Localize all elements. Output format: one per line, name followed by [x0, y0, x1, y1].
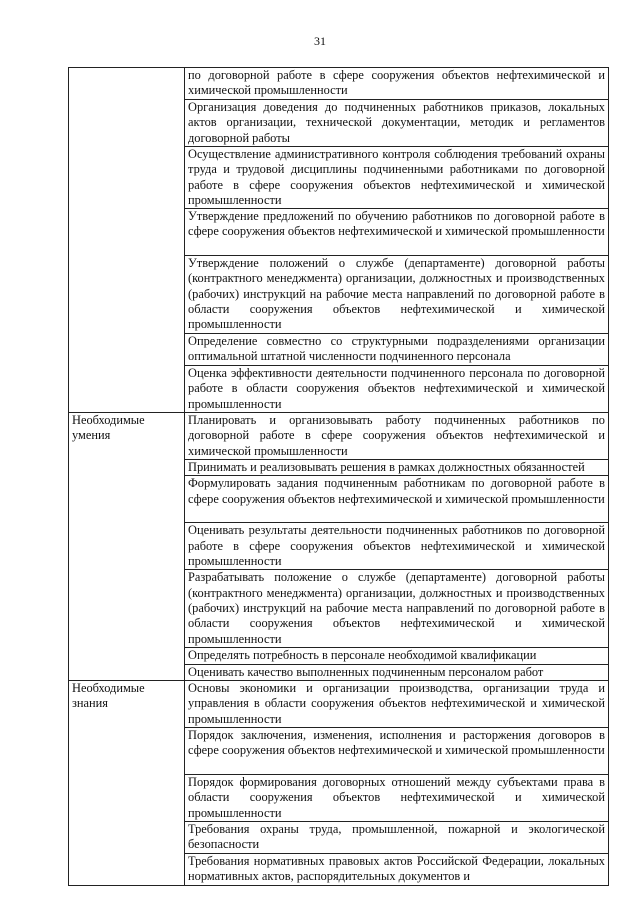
table-row	[69, 681, 609, 728]
table-cell: Определение совместно со структурными подразделениями организации оптимальной штатной численности подчиненного персонала	[185, 334, 609, 366]
table-cell: Требования охраны труда, промышленной, пожарной и экологической безопасности	[185, 822, 609, 854]
table-cell: Утверждение положений о службе (департаменте) договорной работы (контрактного менеджмента) организации, должностных и производственных (рабочих) инструкций на рабочие места направлений по договорной работе в области сооружения объектов нефтехимической и химической промышленности	[185, 256, 609, 334]
table-row	[69, 68, 609, 100]
table-cell: Оценивать качество выполненных подчиненным персоналом работ	[185, 664, 609, 680]
section-label-knowledge: Необходимые знания	[69, 681, 185, 886]
table-cell: Требования нормативных правовых актов Российской Федерации, локальных нормативных актов, распорядительных документов и	[185, 854, 609, 886]
table-cell: Порядок заключения, изменения, исполнения и расторжения договоров в сфере сооружения объектов нефтехимической и химической промышленности	[185, 728, 609, 775]
table-cell: Организация доведения до подчиненных работников приказов, локальных актов организации, технической документации, методик и регламентов договорной работы	[185, 100, 609, 147]
table-cell: Принимать и реализовывать решения в рамках должностных обязанностей	[185, 460, 609, 476]
table-cell: Основы экономики и организации производства, организации труда и управления в области сооружения объектов нефтехимической и химической промышленности	[185, 681, 609, 728]
table-cell: Осуществление административного контроля соблюдения требований охраны труда и трудовой дисциплины подчиненными работниками по договорной работе в сфере сооружения объектов нефтехимической и химической промышленности	[185, 147, 609, 209]
table-cell: Формулировать задания подчиненным работникам по договорной работе в сфере сооружения объектов нефтехимической и химической промышленности	[185, 476, 609, 523]
table-cell: Порядок формирования договорных отношений между субъектами права в области сооружения объектов нефтехимической и химической промышленности	[185, 775, 609, 822]
table-cell: Планировать и организовывать работу подчиненных работников по договорной работе в сфере сооружения объектов нефтехимической и химической промышленности	[185, 413, 609, 460]
section-label-skills: Необходимые умения	[69, 413, 185, 681]
page-number: 31	[314, 34, 326, 48]
table-cell: Оценка эффективности деятельности подчиненного персонала по договорной работе в области сооружения объектов нефтехимической и химической промышленности	[185, 366, 609, 413]
requirements-table	[68, 67, 609, 886]
section-label-continued	[69, 68, 185, 413]
table-cell: Утверждение предложений по обучению работников по договорной работе в сфере сооружения объектов нефтехимической и химической промышленности	[185, 209, 609, 256]
table-cell: по договорной работе в сфере сооружения объектов нефтехимической и химической промышленности	[185, 68, 609, 100]
table-cell: Оценивать результаты деятельности подчиненных работников по договорной работе в сфере сооружения объектов нефтехимической и химической промышленности	[185, 523, 609, 570]
table-cell: Определять потребность в персонале необходимой квалификации	[185, 648, 609, 664]
table-row	[69, 413, 609, 460]
table-cell: Разрабатывать положение о службе (департаменте) договорной работы (контрактного менеджмента) организации, должностных и производственных (рабочих) инструкций на рабочие места направлений по договорной работе в области сооружения объектов нефтехимической и химической промышленности	[185, 570, 609, 648]
